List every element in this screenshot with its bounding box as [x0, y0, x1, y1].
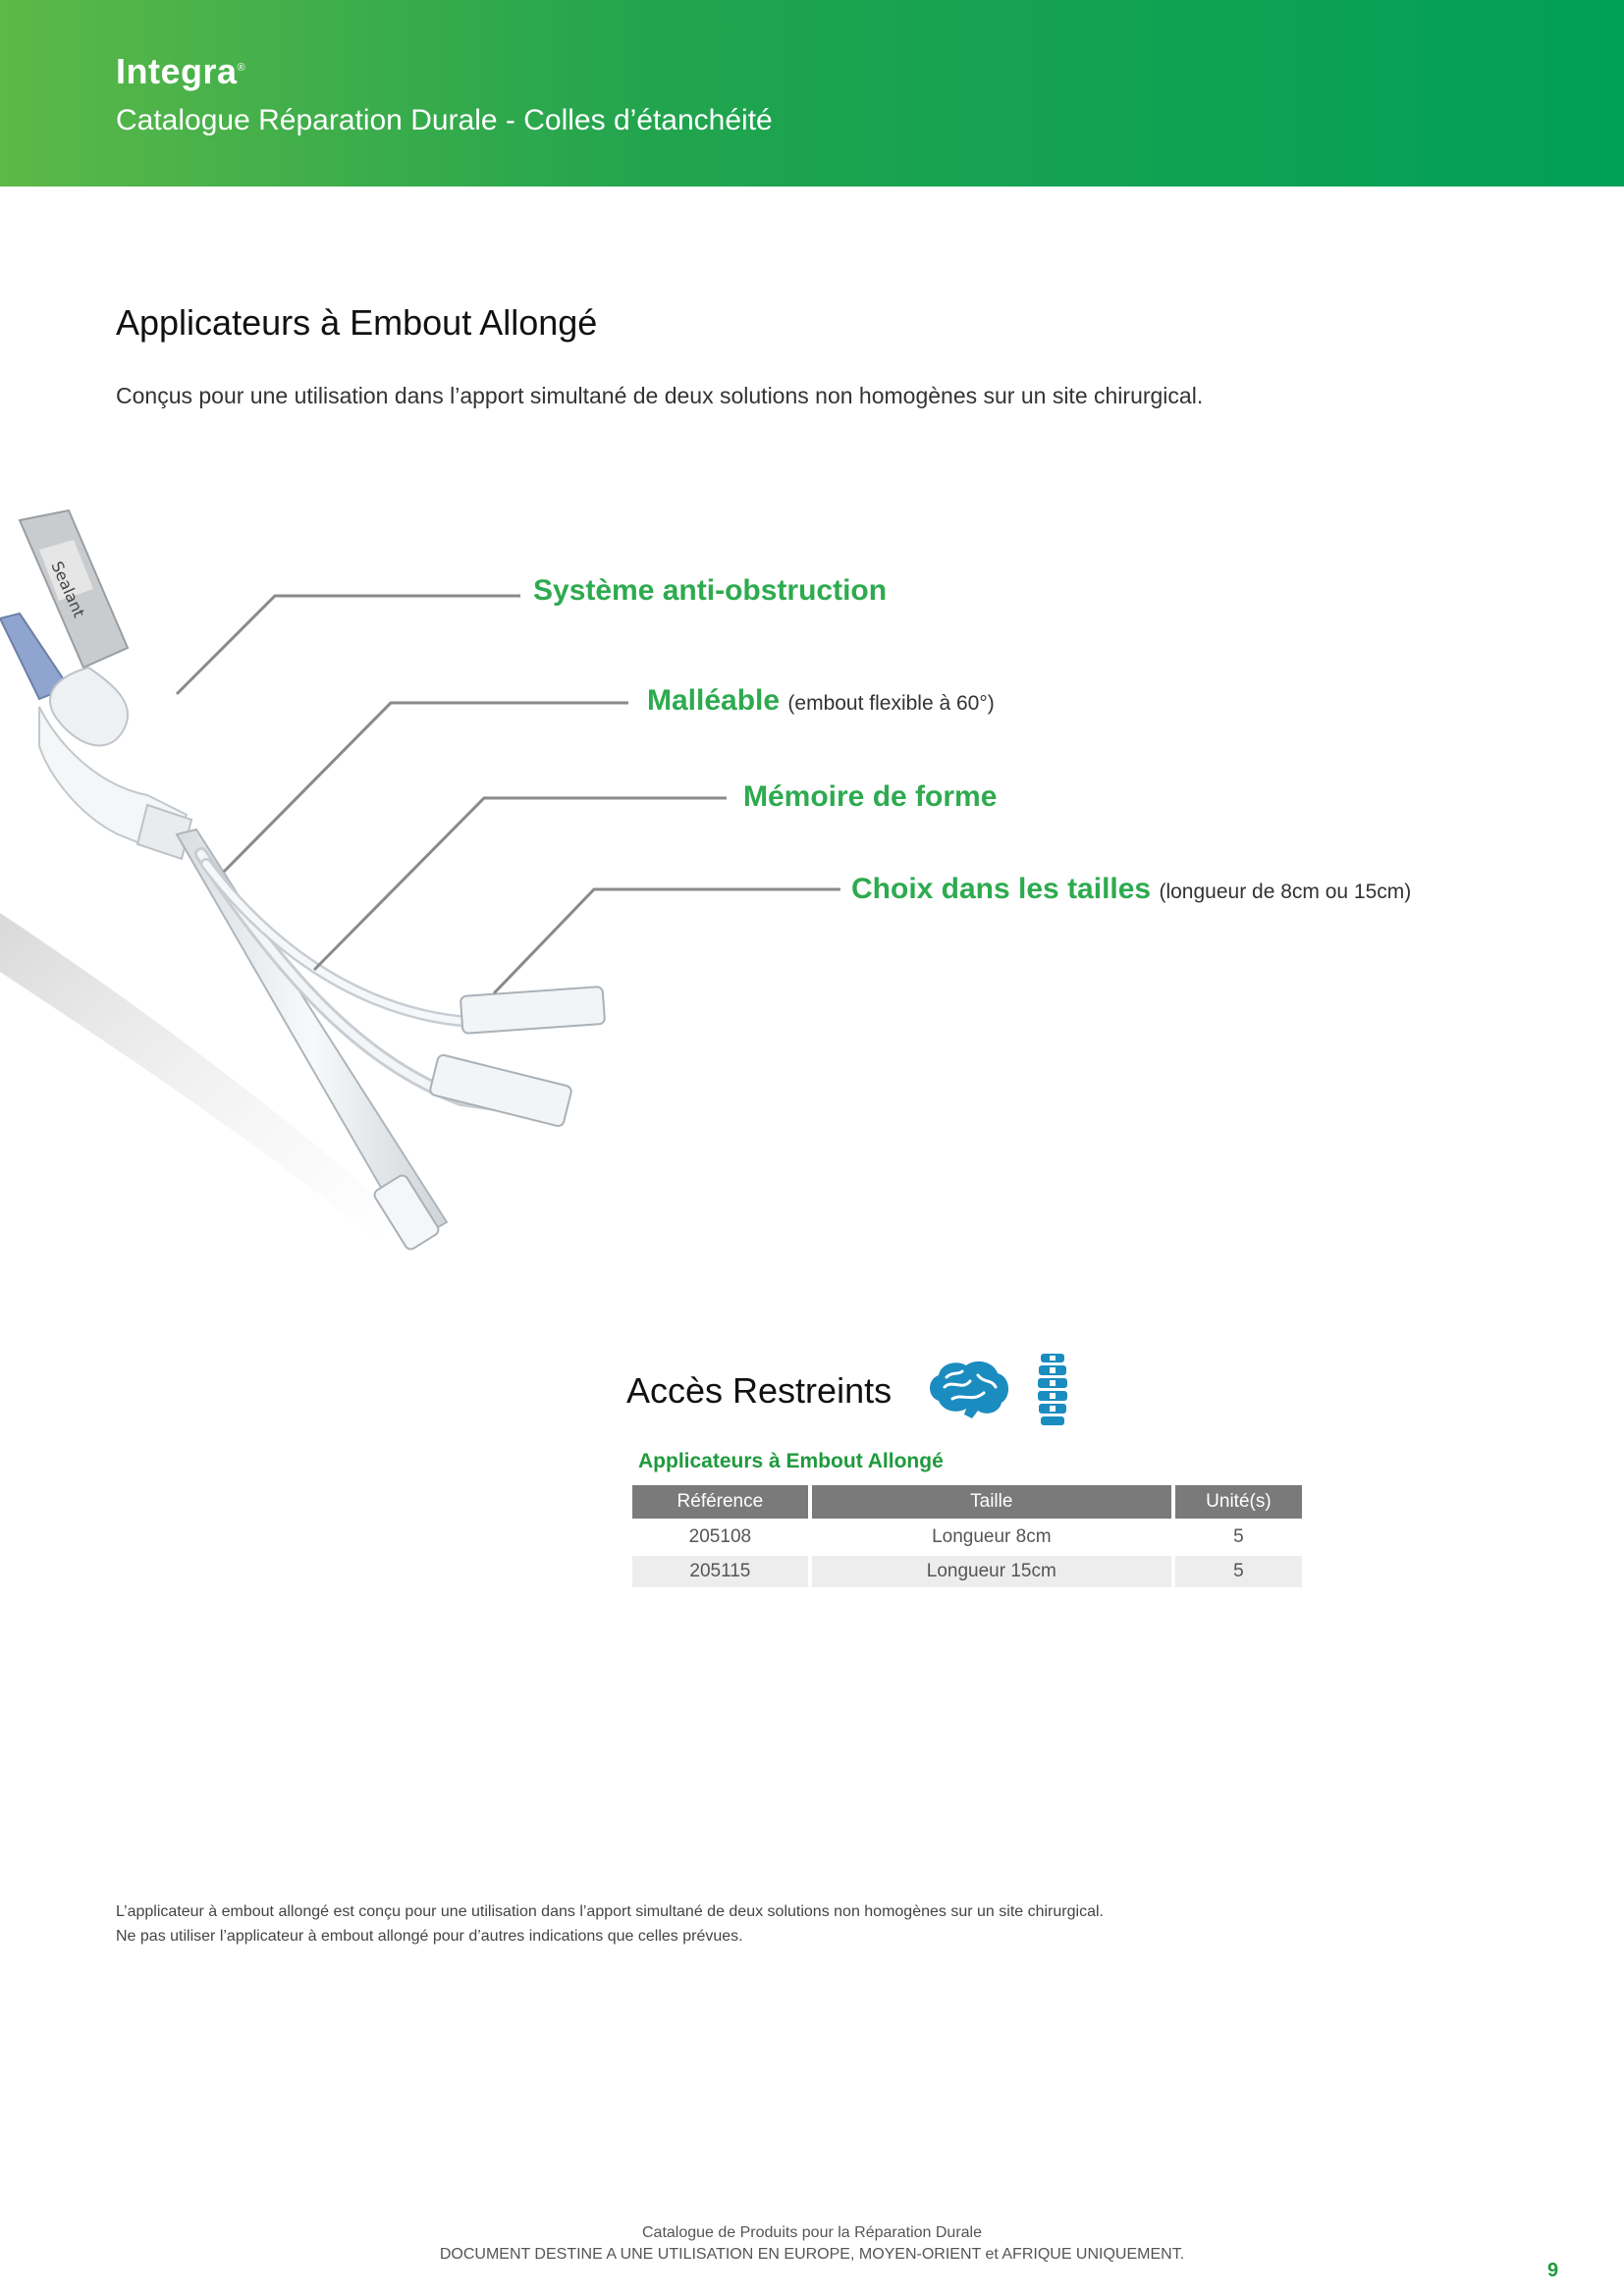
reference-table	[628, 1482, 1306, 1590]
section-title: Applicateurs à Embout Allongé	[116, 302, 598, 343]
cell-size: Longueur 8cm	[932, 1526, 1052, 1547]
page-number: 9	[1547, 2260, 1559, 2281]
cell-units: 5	[1233, 1526, 1244, 1547]
brand-logo	[116, 51, 245, 92]
syringe-barrels	[0, 510, 128, 699]
brand-name: Integra	[116, 51, 238, 91]
table-header-row	[632, 1485, 1302, 1519]
section-description: Conçus pour une utilisation dans l’apport simultané de deux solutions non homogènes sur un site chirurgical.	[116, 383, 1204, 408]
table-row	[632, 1522, 1302, 1553]
page-footer	[0, 2222, 1624, 2266]
callout-malleable-note: (embout flexible à 60°)	[787, 692, 995, 715]
table-row	[632, 1556, 1302, 1587]
footnote	[116, 1899, 1104, 1949]
spine-icon	[1035, 1352, 1070, 1431]
footer-disclaimer: DOCUMENT DESTINE A UNE UTILISATION EN EUROPE, MOYEN-ORIENT et AFRIQUE UNIQUEMENT.	[439, 2246, 1185, 2263]
callout-malleable: Malléable (embout flexible à 60°)	[647, 684, 995, 717]
callout-size-choice: Choix dans les tailles (longueur de 8cm ou 15cm)	[851, 873, 1412, 905]
column-header-size: Taille	[812, 1485, 1171, 1519]
table-subtitle: Applicateurs à Embout Allongé	[638, 1450, 944, 1472]
brand-registered-mark: ®	[237, 62, 246, 74]
access-title: Accès Restreints	[626, 1370, 893, 1411]
cell-size: Longueur 15cm	[812, 1556, 1171, 1587]
callout-size-choice-note: (longueur de 8cm ou 15cm)	[1159, 881, 1412, 903]
cell-reference: 205108	[688, 1526, 752, 1547]
column-header-reference: Référence	[632, 1485, 808, 1519]
header-band	[0, 0, 1624, 187]
brain-icon	[923, 1358, 1013, 1433]
applicator-illustration	[0, 491, 982, 1276]
catalog-title: Catalogue Réparation Durale - Colles d’étanchéité	[116, 104, 773, 136]
footer-catalog-line: Catalogue de Produits pour la Réparation Durale	[642, 2224, 982, 2241]
svg-text:Sealant: Sealant	[47, 558, 89, 620]
callout-anti-obstruction: Système anti-obstruction	[533, 574, 888, 607]
callout-shape-memory: Mémoire de forme	[743, 780, 998, 813]
column-header-units: Unité(s)	[1175, 1485, 1302, 1519]
footnote-line: Ne pas utiliser l’applicateur à embout allongé pour d’autres indications que celles prévues.	[116, 1928, 743, 1945]
cell-reference: 205115	[632, 1556, 808, 1587]
footnote-line: L’applicateur à embout allongé est conçu pour une utilisation dans l’apport simultané de deux solutions non homogènes sur un site chirurgical.	[116, 1903, 1104, 1920]
cell-units: 5	[1175, 1556, 1302, 1587]
